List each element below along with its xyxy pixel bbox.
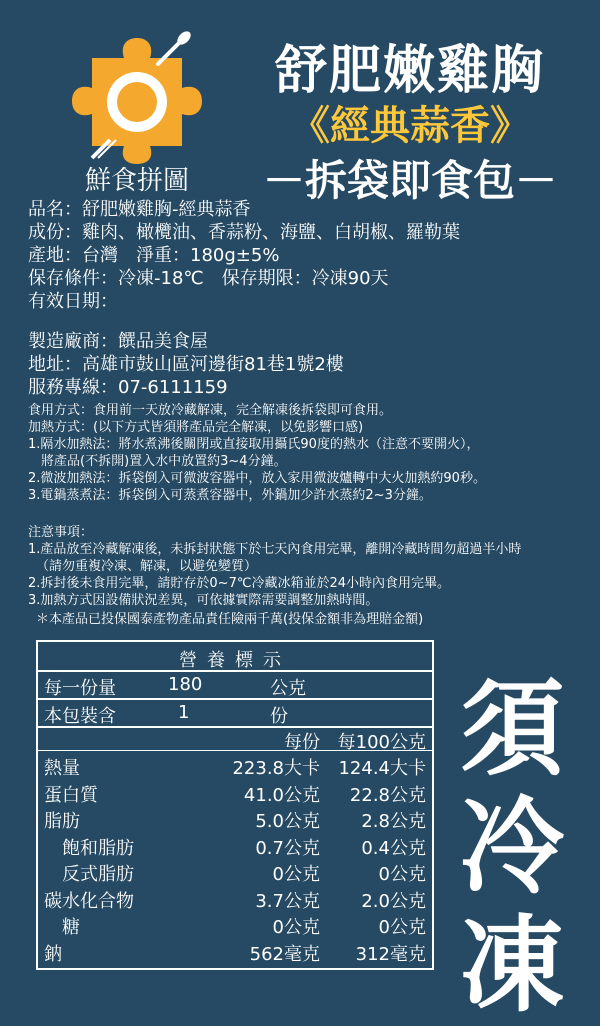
nutrient-per-100g: 22.8公克 xyxy=(349,784,426,806)
nutrient-per-serving: 5.0公克 xyxy=(255,811,320,832)
usage-line: 將產品(不拆開)置入水中放置約3~4分鐘。 xyxy=(28,454,287,469)
nutrient-name: 脂肪 xyxy=(44,811,80,832)
nutrient-per-100g: 0.4公克 xyxy=(361,837,426,859)
insurance-note: ＊本產品已投保國泰產物產品責任險兩千萬(投保金額非為理賠金額) xyxy=(36,612,424,627)
nutrient-name: 糖 xyxy=(44,917,80,938)
nutrition-table xyxy=(36,640,434,970)
nutrient-name: 飽和脂肪 xyxy=(44,837,134,859)
col-per-serving: 每份 xyxy=(284,732,320,753)
pack-value: 1 xyxy=(178,702,190,723)
brand-name: 鮮食拼圖 xyxy=(84,166,189,196)
info-name: 品名：舒肥嫩雞胸-經典蒜香 xyxy=(28,199,251,220)
notes-line: （請勿重複冷凍、解凍，以避免變質） xyxy=(36,559,258,574)
nutrient-name: 碳水化合物 xyxy=(44,890,134,912)
notes-title: 注意事項： xyxy=(28,525,94,540)
nutrient-per-100g: 2.0公克 xyxy=(361,890,426,912)
keep-frozen-char: 冷 xyxy=(459,786,564,908)
usage-line: 食用方式：食用前一天放冷藏解凍，完全解凍後拆袋即可食用。 xyxy=(28,403,393,418)
keep-frozen-label xyxy=(452,670,572,1024)
info-origin-weight: 產地：台灣 淨重：180g±5% xyxy=(28,245,280,266)
info-expiry: 有效日期： xyxy=(28,291,118,312)
nutrient-per-serving: 3.7公克 xyxy=(255,890,320,912)
nutrient-name: 鈉 xyxy=(44,943,62,965)
nutrient-per-serving: 0公克 xyxy=(272,864,320,885)
nutrition-header: 營養標示 xyxy=(179,650,291,671)
pack-unit: 份 xyxy=(270,706,288,727)
usage-line: 3.電鍋蒸煮法：拆袋倒入可蒸煮容器中，外鍋加少許水蒸約2~3分鐘。 xyxy=(28,488,432,503)
maker-name: 製造廠商：饌品美食屋 xyxy=(28,331,208,352)
notes-line: 3.加熱方式因設備狀況差異，可依據實際需要調整加熱時間。 xyxy=(28,593,379,608)
maker-phone: 服務專線：07-6111159 xyxy=(28,377,228,398)
product-title: 舒肥嫩雞胸 xyxy=(274,41,545,101)
nutrient-per-100g: 0公克 xyxy=(378,864,426,885)
product-flavor: 《經典蒜香》 xyxy=(290,103,530,149)
nutrient-per-serving: 0公克 xyxy=(272,917,320,938)
maker-address: 地址：高雄市鼓山區河邊街81巷1號2樓 xyxy=(28,354,344,375)
keep-frozen-char: 須 xyxy=(459,668,564,790)
puzzle-logo-icon xyxy=(62,28,212,168)
nutrient-per-100g: 0公克 xyxy=(378,917,426,938)
keep-frozen-char: 凍 xyxy=(459,904,564,1026)
product-tagline: －拆袋即食包－ xyxy=(262,156,557,205)
nutrient-per-serving: 223.8大卡 xyxy=(232,758,320,779)
notes-line: 2.拆封後未食用完畢，請貯存於0~7℃冷藏冰箱並於24小時內食用完畢。 xyxy=(28,576,450,591)
serving-value: 180 xyxy=(168,674,203,695)
info-ingredients: 成份：雞肉、橄欖油、香蒜粉、海鹽、白胡椒、羅勒葉 xyxy=(28,222,460,243)
notes-line: 1.產品放至冷藏解凍後，未拆封狀態下於七天內食用完畢，離開冷藏時間勿超過半小時 xyxy=(28,542,522,557)
nutrient-name: 反式脂肪 xyxy=(44,864,134,885)
nutrient-per-100g: 124.4大卡 xyxy=(338,758,426,779)
serving-unit: 公克 xyxy=(270,678,306,699)
nutrient-per-serving: 562毫克 xyxy=(249,943,320,965)
info-storage: 保存條件：冷凍-18℃ 保存期限：冷凍90天 xyxy=(28,268,389,289)
pack-label: 本包裝含 xyxy=(44,706,116,727)
nutrient-name: 蛋白質 xyxy=(44,784,98,806)
nutrient-per-serving: 41.0公克 xyxy=(243,784,320,806)
nutrient-name: 熱量 xyxy=(44,758,80,779)
nutrient-per-serving: 0.7公克 xyxy=(255,837,320,859)
nutrient-per-100g: 312毫克 xyxy=(355,943,426,965)
nutrient-per-100g: 2.8公克 xyxy=(361,811,426,832)
serving-label: 每一份量 xyxy=(44,678,116,699)
usage-line: 1.隔水加熱法：將水煮沸後關閉或直接取用攝氏90度的熱水（注意不要開火）， xyxy=(28,437,480,452)
usage-line: 加熱方式：(以下方式皆須將產品完全解凍，以免影響口感) xyxy=(28,420,364,435)
col-per-100g: 每100公克 xyxy=(337,732,426,753)
usage-line: 2.微波加熱法：拆袋倒入可微波容器中，放入家用微波爐轉中大火加熱約90秒。 xyxy=(28,471,486,486)
